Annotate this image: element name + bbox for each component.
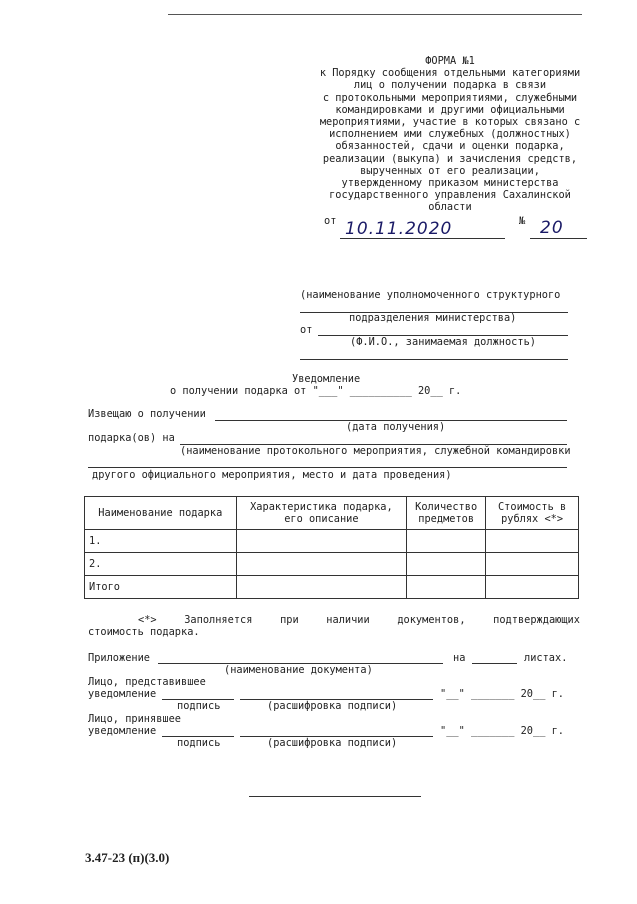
footnote-word: при [280, 614, 299, 626]
addressee-caption-2: подразделения министерства) [349, 312, 517, 324]
footer-code: 3.47-23 (п)(3.0) [85, 850, 170, 865]
table-cell: 1. [85, 530, 237, 553]
accepted-label-2: уведомление [88, 725, 157, 737]
table-cell [236, 553, 407, 576]
sheets-count-line [472, 663, 517, 664]
order-from-label: от [324, 215, 337, 227]
accepted-sign-caption: подпись [177, 737, 221, 749]
header-line-11: государственного управления Сахалинской [329, 189, 571, 202]
attachment-label: Приложение [88, 652, 150, 664]
footnote [88, 614, 580, 638]
footnote-line-2: стоимость подарка. [88, 626, 200, 638]
footnote-word: Заполняется [184, 614, 253, 626]
table-cell [407, 530, 486, 553]
event-caption-2: другого официального мероприятия, место и дата проведения) [92, 469, 452, 481]
table-row [85, 530, 579, 553]
accepted-decode-caption: (расшифровка подписи) [267, 737, 398, 749]
inform-label: Извещаю о получении [88, 408, 206, 420]
header-line-3: с протокольными мероприятиями, служебными [322, 91, 578, 104]
table-cell [486, 553, 579, 576]
footnote-word: документов, [397, 614, 466, 626]
sheets-label: листах. [524, 652, 568, 664]
footnote-word: <*> [138, 614, 157, 626]
event-line-2 [88, 467, 567, 468]
addressee-caption-3: (Ф.И.О., занимаемая должность) [350, 336, 536, 348]
header-line-7: обязанностей, сдачи и оценки подарка, [335, 140, 565, 153]
gifts-table [84, 496, 579, 599]
bottom-rule [249, 796, 421, 797]
header-line-5: мероприятиями, участие в которых связано с [319, 116, 581, 129]
header-line-8: реализации (выкупа) и зачисления средств, [322, 152, 578, 165]
header-line-9: вырученных от его реализации, [360, 164, 540, 177]
addressee-caption-1: (наименование уполномоченного структурного [300, 289, 561, 301]
receipt-date-caption: (дата получения) [346, 421, 446, 433]
order-date-line [340, 238, 505, 239]
col-header-name: Наименование подарка [85, 497, 237, 530]
table-cell [407, 576, 486, 599]
table-row [85, 553, 579, 576]
table-cell [486, 530, 579, 553]
submitted-sign-caption: подпись [177, 700, 221, 712]
table-cell [486, 576, 579, 599]
event-caption-1: (наименование протокольного мероприятия, служебной командировки [180, 445, 571, 457]
table-row-total [85, 576, 579, 599]
table-cell: 2. [85, 553, 237, 576]
top-rule [168, 14, 582, 15]
attachment-caption: (наименование документа) [224, 664, 373, 676]
order-number-label: № [519, 215, 526, 227]
submitted-decode-caption: (расшифровка подписи) [267, 700, 398, 712]
order-date-handwritten: 10.11.2020 [345, 219, 453, 239]
footnote-word: наличии [326, 614, 370, 626]
header-line-10: утвержденному приказом министерства [341, 177, 559, 190]
footnote-word: подтверждающих [493, 614, 580, 626]
submitted-label-1: Лицо, представившее [88, 676, 206, 688]
table-header-row [85, 497, 579, 530]
order-number-line [530, 238, 587, 239]
header-line-12: области [428, 201, 472, 214]
table-cell [407, 553, 486, 576]
addressee-from-label: от [300, 324, 313, 336]
form-header [300, 55, 600, 214]
accepted-label-1: Лицо, принявшее [88, 713, 181, 725]
col-header-quantity: Количество предметов [407, 497, 486, 530]
header-line-1: к Порядку сообщения отдельными категориями [319, 67, 581, 80]
table-cell: Итого [85, 576, 237, 599]
col-header-description: Характеристика подарка, его описание [236, 497, 407, 530]
attachment-on-label: на [453, 652, 466, 664]
header-line-6: исполнением ими служебных (должностных) [329, 128, 571, 141]
form-title: ФОРМА №1 [425, 55, 475, 67]
notice-subtitle: о получении подарка от "___" __________ 20__ г. [170, 385, 462, 397]
col-header-cost: Стоимость в рублях <*> [486, 497, 579, 530]
notice-title: Уведомление [292, 373, 361, 385]
table-cell [236, 576, 407, 599]
table-cell [236, 530, 407, 553]
header-line-2: лиц о получении подарка в связи [353, 79, 547, 92]
addressee-line-3 [300, 359, 568, 360]
accepted-date: "__" _______ 20__ г. [440, 725, 564, 737]
submitted-label-2: уведомление [88, 688, 157, 700]
gifts-label: подарка(ов) на [88, 432, 175, 444]
order-number-handwritten: 20 [540, 218, 564, 238]
header-line-4: командировками и другими официальными [335, 103, 565, 116]
submitted-date: "__" _______ 20__ г. [440, 688, 564, 700]
